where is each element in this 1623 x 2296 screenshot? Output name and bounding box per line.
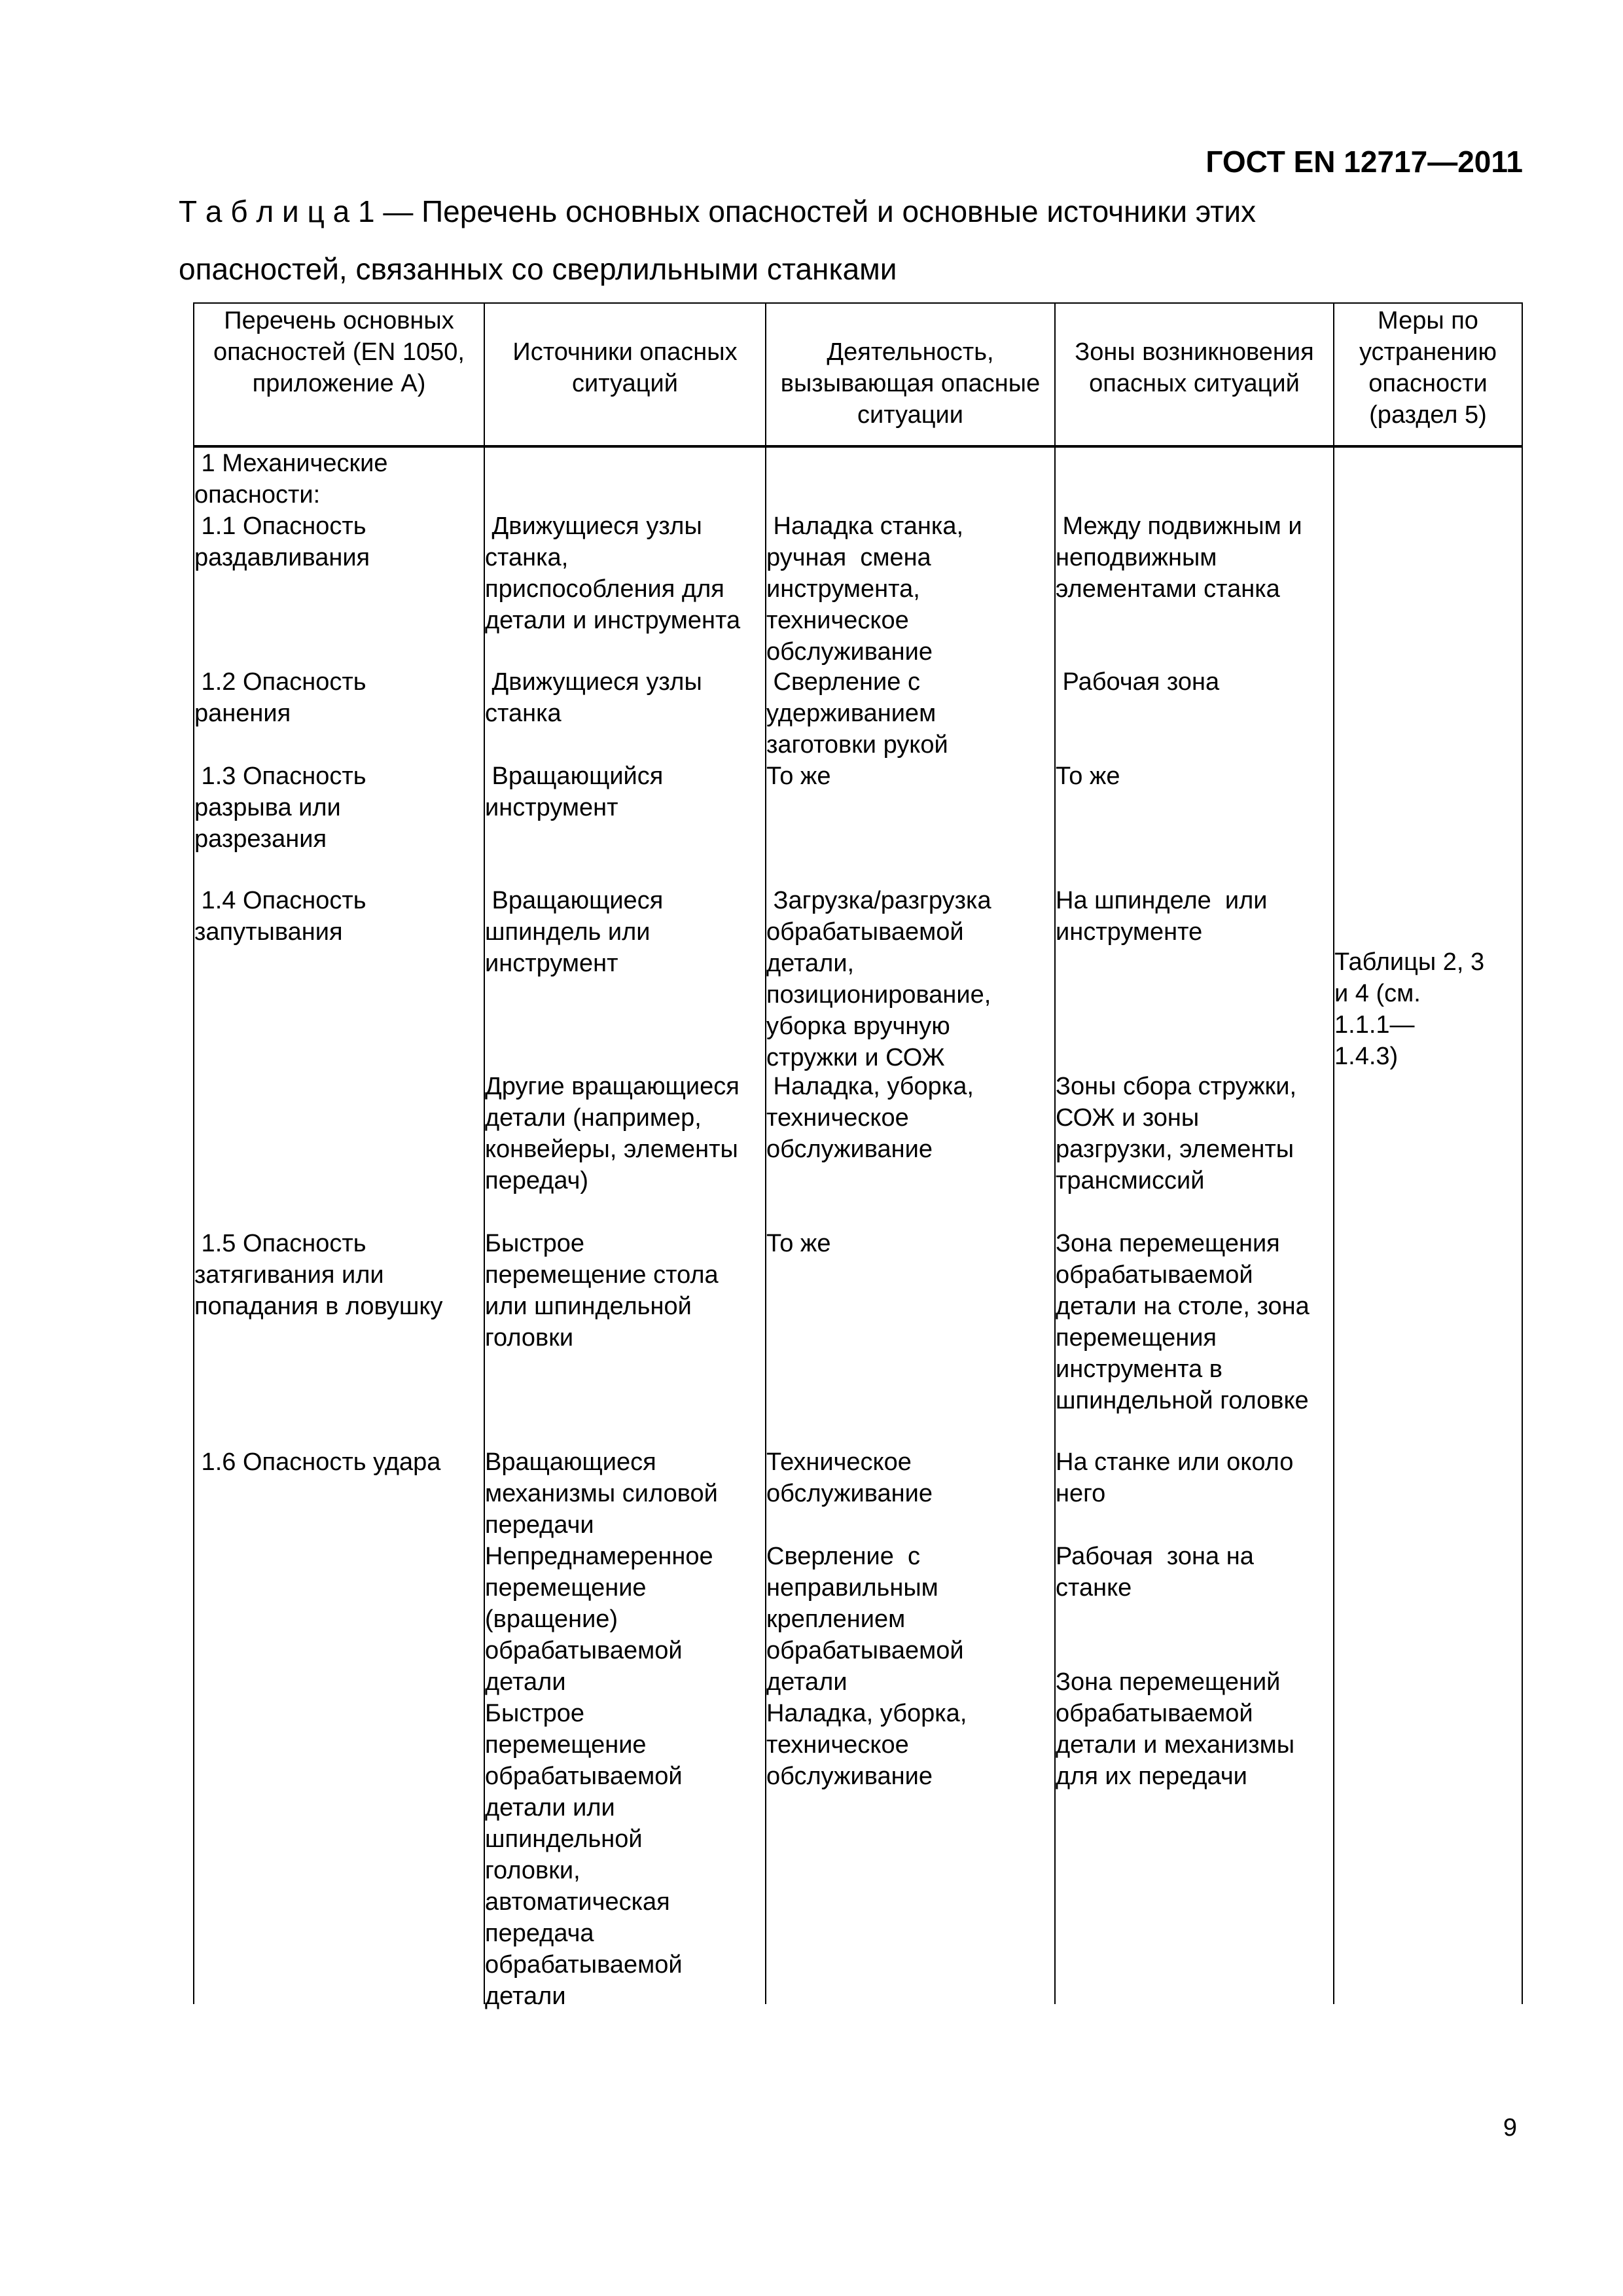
hazard-1-2: 1.2 Опасность ранения <box>194 668 366 727</box>
activity-1-4a: Загрузка/разгрузка обрабатываемой детали, позиционирование, уборка вручную стружки и СОЖ <box>766 887 991 1071</box>
zone-1-4b: Зоны сбора стружки, СОЖ и зоны разгрузки, элементы трансмиссий <box>1056 1073 1297 1194</box>
hazard-1-4: 1.4 Опасность запутывания <box>194 887 366 946</box>
column-border-4 <box>1333 302 1334 2004</box>
zone-1-6: На станке или около него Рабочая зона на станке Зона перемещений обрабатываемой детали и механизмы для их передачи <box>1056 1448 1295 1790</box>
zone-1-2: Рабочая зона <box>1056 668 1220 696</box>
hazard-1-5: 1.5 Опасность затягивания или попадания в ловушку <box>194 1230 443 1320</box>
column-header-measures: Меры по устранению опасности (раздел 5) <box>1359 307 1497 429</box>
header-separator <box>193 445 1523 448</box>
zone-1-5: Зона перемещения обрабатываемой детали на столе, зона перемещения инструмента в шпиндельной головке <box>1056 1230 1310 1414</box>
table-caption-line-2: опасностей, связанных со сверлильными станками <box>179 252 897 286</box>
document-code: ГОСТ EN 12717—2011 <box>1205 145 1523 179</box>
hazard-1-3: 1.3 Опасность разрыва или разрезания <box>194 762 366 853</box>
column-header-activity: Деятельность, вызывающая опасные ситуации <box>780 338 1041 429</box>
activity-1-2: Сверление с удерживанием заготовки рукой <box>766 668 948 759</box>
activity-1-1: Наладка станка, ручная смена инструмента, техническое обслуживание <box>766 512 964 666</box>
column-header-zones: Зоны возникновения опасных ситуаций <box>1075 338 1314 397</box>
measures-reference: Таблицы 2, 3 и 4 (см. 1.1.1— 1.4.3) <box>1334 948 1485 1070</box>
zone-1-1: Между подвижным и неподвижным элементами станка <box>1056 512 1302 603</box>
zone-1-3: То же <box>1056 762 1120 790</box>
column-border-5 <box>1522 302 1523 2004</box>
hazards-table <box>193 302 1523 2010</box>
hazard-1-6: 1.6 Опасность удара <box>194 1448 441 1476</box>
table-top-border <box>193 302 1523 304</box>
column-header-sources: Источники опасных ситуаций <box>512 338 738 397</box>
zone-1-4a: На шпинделе или инструменте <box>1056 887 1268 946</box>
table-caption-line-1: Т а б л и ц а 1 — Перечень основных опасностей и основные источники этих <box>179 194 1257 228</box>
page-number: 9 <box>1503 2114 1517 2142</box>
activity-1-6: Техническое обслуживание Сверление с неправильным креплением обрабатываемой детали Наладка, уборка, техническое обслуживание <box>766 1448 967 1790</box>
column-header-hazards: Перечень основных опасностей (EN 1050, приложение А) <box>213 307 465 397</box>
activity-1-3: То же <box>766 762 831 790</box>
activity-1-5: То же <box>766 1230 831 1257</box>
source-1-6: Вращающиеся механизмы силовой передачи Непреднамеренное перемещение (вращение) обрабатываемой детали Быстрое перемещение обрабатываемой детали или шпиндельной головки, автоматическая передача обрабатываемой детали <box>485 1448 718 2010</box>
hazard-1-1: 1.1 Опасность раздавливания <box>194 512 370 571</box>
source-1-5: Быстрое перемещение стола или шпиндельной головки <box>485 1230 719 1352</box>
source-1-4b: Другие вращающиеся детали (например, конвейеры, элементы передач) <box>485 1073 740 1194</box>
hazard-group-mechanical: 1 Механические опасности: <box>194 450 388 509</box>
activity-1-4b: Наладка, уборка, техническое обслуживание <box>766 1073 974 1163</box>
source-1-1: Движущиеся узлы станка, приспособления для детали и инструмента <box>485 512 741 634</box>
source-1-4a: Вращающиеся шпиндель или инструмент <box>485 887 664 977</box>
source-1-3: Вращающийся инструмент <box>485 762 664 821</box>
source-1-2: Движущиеся узлы станка <box>485 668 702 727</box>
